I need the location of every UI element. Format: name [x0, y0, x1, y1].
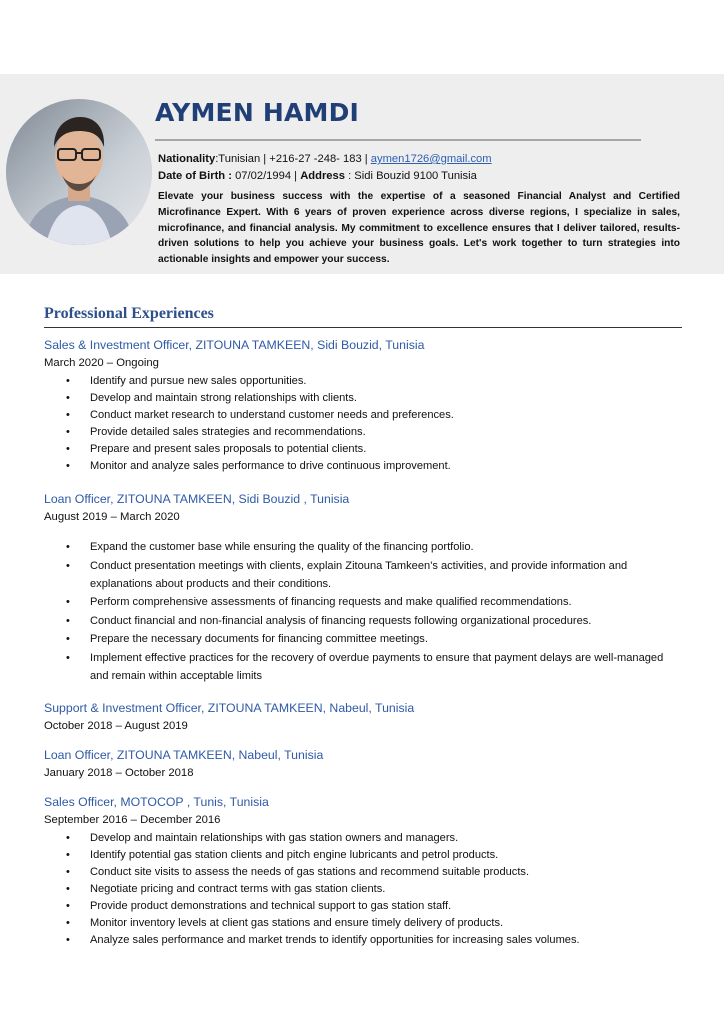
list-item: • Conduct market research to understand customer needs and preferences. — [90, 407, 454, 424]
profile-summary: Elevate your business success with the expertise of a seasoned Financial Analyst and Certified Microfinance Expert. With 6 years of proven experience across diverse regions, I specialize in sales, microfinance, and financial analysis. My commitment to excellence ensures that I deliver tailored, results-driven solutions to help you achieve your business goals. Let's work together to turn strategies into actionable insights and empower your success. — [158, 191, 680, 266]
name-divider — [155, 139, 641, 141]
list-item: • Provide product demonstrations and technical support to gas station staff. — [90, 898, 580, 915]
list-item: • Negotiate pricing and contract terms with gas station clients. — [90, 881, 580, 898]
address-label: Address — [300, 170, 345, 182]
job-title: Support & Investment Officer, ZITOUNA TAMKEEN, Nabeul, Tunisia — [44, 701, 415, 715]
list-item: • Develop and maintain relationships with gas station owners and managers. — [90, 830, 580, 847]
nationality-label: Nationality — [158, 153, 216, 165]
job-dates: March 2020 – Ongoing — [44, 357, 159, 369]
list-item: • Implement effective practices for the recovery of overdue payments to ensure that payment delays are well-managed and remain within acceptable limits — [90, 649, 682, 685]
job-duties-list — [90, 538, 682, 685]
job-dates: September 2016 – December 2016 — [44, 814, 221, 826]
profile-photo — [6, 99, 152, 245]
job-dates: August 2019 – March 2020 — [44, 511, 180, 523]
job-title: Loan Officer, ZITOUNA TAMKEEN, Nabeul, Tunisia — [44, 748, 324, 762]
contact-line-2 — [158, 170, 477, 182]
list-item: • Conduct financial and non-financial analysis of financing requests following organizational procedures. — [90, 612, 682, 630]
list-item: • Provide detailed sales strategies and recommendations. — [90, 424, 454, 441]
nationality-phone-text: :Tunisian | +216-27 -248- 183 | — [215, 153, 371, 165]
job-title: Loan Officer, ZITOUNA TAMKEEN, Sidi Bouzid , Tunisia — [44, 492, 350, 506]
list-item: • Analyze sales performance and market trends to identify opportunities for increasing sales volumes. — [90, 932, 580, 949]
job-dates: October 2018 – August 2019 — [44, 720, 188, 732]
job-title: Sales & Investment Officer, ZITOUNA TAMKEEN, Sidi Bouzid, Tunisia — [44, 338, 425, 352]
portrait-image — [6, 99, 152, 245]
list-item: • Prepare and present sales proposals to potential clients. — [90, 441, 454, 458]
list-item: • Expand the customer base while ensuring the quality of the financing portfolio. — [90, 538, 682, 556]
address-value: : Sidi Bouzid 9100 Tunisia — [344, 170, 477, 182]
job-duties-list — [90, 373, 454, 475]
dob-label: Date of Birth : — [158, 170, 232, 182]
list-item: • Develop and maintain strong relationships with clients. — [90, 390, 454, 407]
job-dates: January 2018 – October 2018 — [44, 767, 194, 779]
contact-line-1 — [158, 153, 492, 165]
list-item: • Perform comprehensive assessments of financing requests and make qualified recommendations. — [90, 593, 682, 611]
list-item: • Conduct presentation meetings with clients, explain Zitouna Tamkeen's activities, and provide information and explanations about products and their conditions. — [90, 557, 682, 593]
section-title: Professional Experiences — [44, 305, 214, 322]
list-item: • Monitor and analyze sales performance to drive continuous improvement. — [90, 458, 454, 475]
list-item: • Prepare the necessary documents for financing committee meetings. — [90, 630, 682, 648]
job-title: Sales Officer, MOTOCOP , Tunis, Tunisia — [44, 795, 269, 809]
dob-value: 07/02/1994 | — [231, 170, 301, 182]
job-duties-list — [90, 830, 580, 949]
candidate-name: AYMEN HAMDI — [155, 98, 360, 127]
list-item: • Identify and pursue new sales opportunities. — [90, 373, 454, 390]
section-divider — [44, 327, 682, 328]
list-item: • Monitor inventory levels at client gas stations and ensure timely delivery of products. — [90, 915, 580, 932]
list-item: • Identify potential gas station clients and pitch engine lubricants and petrol products. — [90, 847, 580, 864]
email-link[interactable]: aymen1726@gmail.com — [370, 153, 492, 165]
list-item: • Conduct site visits to assess the needs of gas stations and recommend suitable products. — [90, 864, 580, 881]
